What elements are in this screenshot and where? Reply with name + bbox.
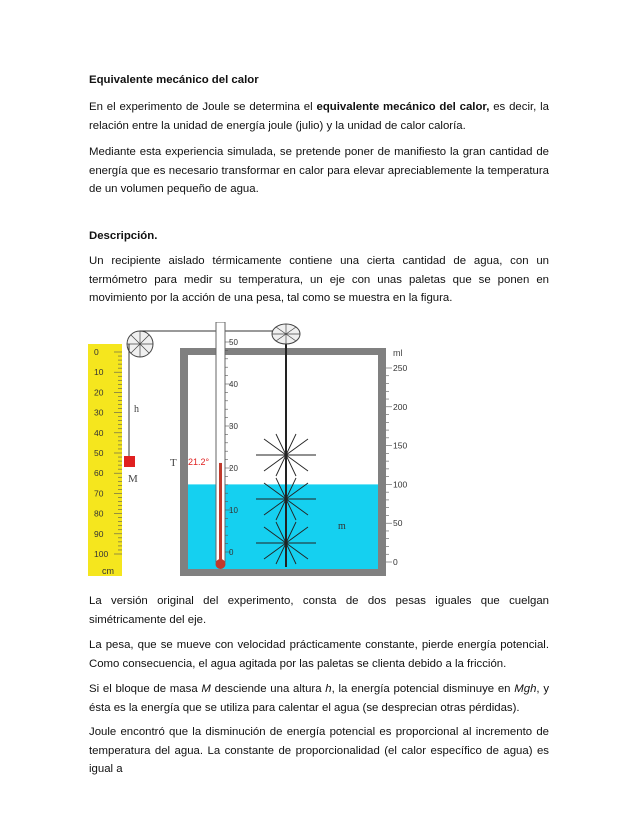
volume-label: 200 [393,401,408,412]
intro-text-bold: equivalente mecánico del calor, [316,101,490,113]
page-title: Equivalente mecánico del calor [89,74,259,86]
thermo-label: 10 [229,506,238,515]
water-mass-label: m [338,521,346,532]
paragraph-joule-conclusion [89,723,549,779]
intro-text-before: En el experimento de Joule se determina el [89,101,317,113]
ruler-label: 60 [94,468,104,479]
joule-conclusion-text: Joule encontró que la disminución de energía potencial es proporcional al incremento de temperatura del agua. La constante de proporcionalidad (el calor específico de agua) es igual a [89,726,549,776]
potential-text-c: , la energía potencial disminuye en [331,683,515,695]
symbol-Mgh: Mgh [514,683,537,695]
volume-label: 250 [393,363,408,373]
paragraph-simulation [89,143,549,199]
falling-mass [124,456,135,467]
ruler-label: 40 [94,427,104,438]
volume-label: 50 [393,518,403,529]
paragraph-potential-energy [89,680,549,717]
thermo-label: 50 [229,338,238,347]
ruler-label: 10 [94,367,104,378]
paragraph-energy-loss [89,636,549,673]
symbol-h: h [325,683,332,695]
container-left-wall [180,348,188,576]
height-label: h [134,404,139,415]
symbol-M: M [201,683,211,695]
potential-text-b: desciende una altura [210,683,326,695]
mass-label: M [128,473,138,485]
thermo-label: 0 [229,548,234,557]
paragraph-intro [89,98,549,135]
ruler-label: 70 [94,488,104,499]
thermo-label: 40 [229,380,238,389]
intro-text-after: es decir, la relación entre la unidad de energía joule (julio) y la unidad de calor caloría. [89,101,549,132]
ruler-unit-label: cm [102,566,114,576]
volume-label: 0 [393,557,398,567]
temperature-symbol: T [170,457,177,469]
ruler-label: 90 [94,528,104,539]
volume-scale-ticks [386,368,392,562]
ruler-label: 50 [94,448,104,458]
temperature-readout: 21.2° [188,457,210,467]
ruler-label: 20 [94,387,104,398]
container-bottom [180,569,386,576]
thermometer-bulb [216,559,226,569]
volume-label: 100 [393,479,408,490]
potential-text-d: , y ésta es la energía que se utiliza para calentar el agua (se desprecian otras pérdidas). [89,683,550,714]
volume-label: 150 [393,440,408,451]
volume-scale-labels [393,363,407,567]
simulation-text: Mediante esta experiencia simulada, se pretende poner de manifiesto la gran cantidad de energía que es necesario transformar en calor para elevar apreciablemente la temperatura de un volumen pequeño de agua. [89,146,549,196]
container-lid [180,348,386,355]
ruler-label: 30 [94,407,104,418]
paragraph-description [89,252,549,308]
description-text: Un recipiente aislado térmicamente contiene una cierta cantidad de agua, con un termómetro para medir su temperatura, un eje con unas paletas que se ponen en movimiento por la acción de una pesa, tal como se muestra en la figura. [89,255,549,305]
volume-unit-label: ml [393,348,403,358]
original-version-text: La versión original del experimento, consta de dos pesas iguales que cuelgan simétricamente del eje. [89,595,549,626]
section-title-descripcion: Descripción. [89,230,158,242]
potential-text-a: Si el bloque de masa [89,683,202,695]
joule-apparatus-figure [88,322,418,580]
energy-loss-text: La pesa, que se mueve con velocidad prácticamente constante, pierde energía potencial. Como consecuencia, el agua agitada por las paletas se clienta debido a la fricción. [89,639,549,670]
thermometer-mercury [219,463,222,564]
thermo-label: 20 [229,464,238,473]
height-ruler [88,344,122,576]
shaft-wheel-spokes-icon [272,324,300,344]
ruler-label: 80 [94,508,104,519]
container-right-wall [378,348,386,576]
ruler-label: 0 [94,347,99,357]
paragraph-original-version [89,592,549,629]
thermo-label: 30 [229,422,238,431]
ruler-label: 100 [94,549,109,559]
